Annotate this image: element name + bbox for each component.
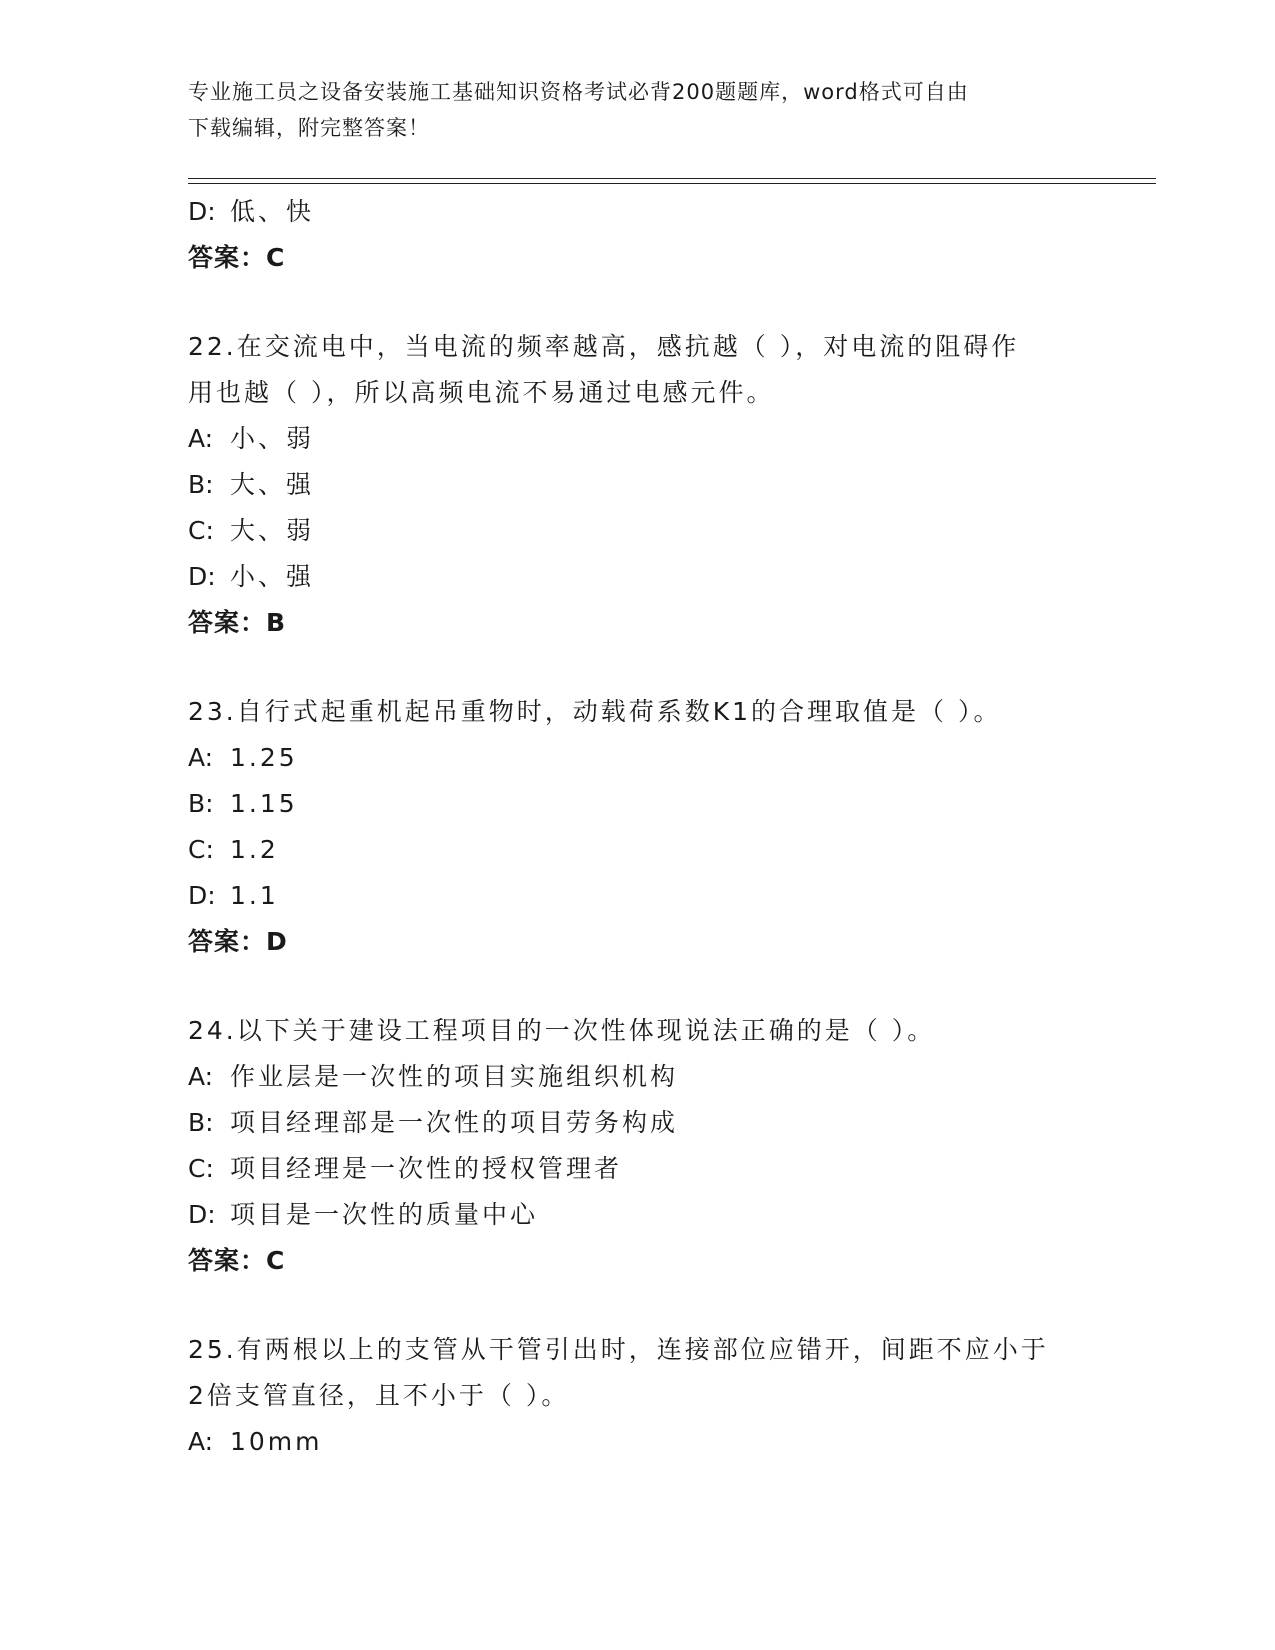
question-22 (188, 324, 1088, 646)
answer-line: 答案：B (188, 608, 287, 637)
answer-line: 答案：D (188, 927, 288, 956)
option-text: 1.15 (230, 789, 298, 818)
question-23 (188, 689, 1088, 965)
option-d (188, 189, 1088, 235)
option-key: D: (188, 1200, 216, 1229)
option-key: A: (188, 1062, 214, 1091)
option-key: D: (188, 197, 216, 226)
header-line-1: 专业施工员之设备安装施工基础知识资格考试必背200题题库，word格式可自由 (188, 80, 969, 104)
question-text: 22.在交流电中，当电流的频率越高，感抗越（ ），对电流的阻碍作 (188, 332, 1020, 361)
option-key: B: (188, 470, 214, 499)
option-text: 低、快 (230, 197, 315, 226)
question-text: 24.以下关于建设工程项目的一次性体现说法正确的是（ ）。 (188, 1016, 936, 1045)
spacer (188, 646, 1088, 689)
document-header (188, 74, 1088, 146)
option-text: 10mm (230, 1427, 323, 1456)
header-divider-bottom (188, 183, 1156, 184)
option-c (188, 827, 1088, 873)
option-text: 项目是一次性的质量中心 (230, 1200, 539, 1229)
header-divider-top (188, 178, 1156, 179)
spacer (188, 281, 1088, 324)
option-key: A: (188, 424, 214, 453)
option-d (188, 554, 1088, 600)
option-a (188, 1054, 1088, 1100)
option-text: 大、强 (230, 470, 315, 499)
option-d (188, 873, 1088, 919)
option-b (188, 781, 1088, 827)
option-b (188, 462, 1088, 508)
option-text: 1.25 (230, 743, 298, 772)
option-key: C: (188, 1154, 214, 1183)
option-c (188, 1146, 1088, 1192)
option-text: 小、弱 (230, 424, 315, 453)
option-text: 大、弱 (230, 516, 315, 545)
option-a (188, 735, 1088, 781)
question-text: 25.有两根以上的支管从干管引出时，连接部位应错开，间距不应小于 (188, 1335, 1049, 1364)
question-24 (188, 1008, 1088, 1284)
question-text-continued: 用也越（ ），所以高频电流不易通过电感元件。 (188, 378, 775, 407)
document-body (188, 189, 1088, 1465)
option-text: 小、强 (230, 562, 315, 591)
header-line-2: 下载编辑，附完整答案！ (188, 116, 430, 140)
question-text-continued: 2倍支管直径，且不小于（ ）。 (188, 1381, 570, 1410)
option-key: B: (188, 789, 214, 818)
option-key: B: (188, 1108, 214, 1137)
option-key: D: (188, 562, 216, 591)
option-d (188, 1192, 1088, 1238)
option-c (188, 508, 1088, 554)
option-key: C: (188, 516, 214, 545)
option-text: 作业层是一次性的项目实施组织机构 (230, 1062, 679, 1091)
option-text: 项目经理部是一次性的项目劳务构成 (230, 1108, 679, 1137)
spacer (188, 965, 1088, 1008)
option-a (188, 1419, 1088, 1465)
option-text: 1.1 (230, 881, 279, 910)
option-key: D: (188, 881, 216, 910)
spacer (188, 1284, 1088, 1327)
option-key: A: (188, 743, 214, 772)
question-text: 23.自行式起重机起吊重物时，动载荷系数K1的合理取值是（ ）。 (188, 697, 1002, 726)
option-text: 项目经理是一次性的授权管理者 (230, 1154, 623, 1183)
option-b (188, 1100, 1088, 1146)
answer-line: 答案：C (188, 243, 286, 272)
option-key: C: (188, 835, 214, 864)
option-text: 1.2 (230, 835, 279, 864)
question-25 (188, 1327, 1088, 1465)
answer-line: 答案：C (188, 1246, 286, 1275)
option-key: A: (188, 1427, 214, 1456)
option-a (188, 416, 1088, 462)
